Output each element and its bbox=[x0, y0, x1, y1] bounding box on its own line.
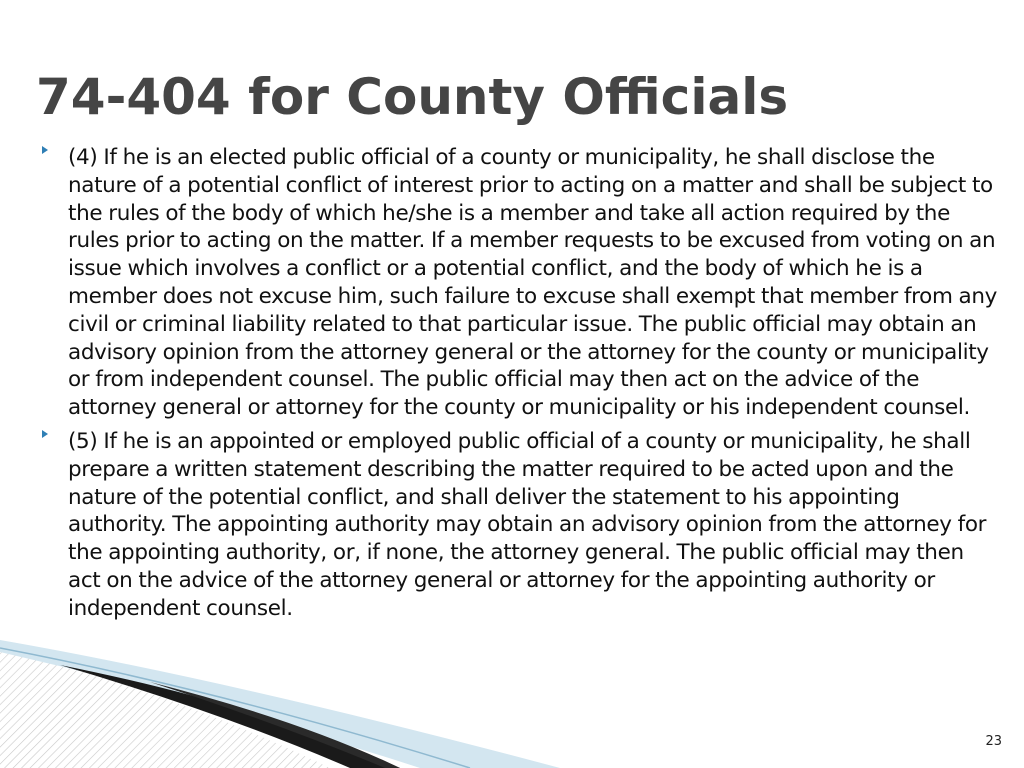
bullet-arrow-icon bbox=[42, 146, 48, 154]
bullet-arrow-icon bbox=[42, 430, 48, 438]
bullet-item bbox=[40, 428, 1000, 623]
slide-number: 23 bbox=[985, 734, 1002, 749]
bullet-list bbox=[40, 144, 1000, 629]
slide-title: 74-404 for County Officials bbox=[36, 68, 789, 126]
bullet-item bbox=[40, 144, 1000, 422]
bullet-text: (5) If he is an appointed or employed public official of a county or municipality, he shall prepare a written statement describing the matter required to be acted upon and the nature of the potential conflict, and shall deliver the statement to his appointing authority. The appointing authority may obtain an advisory opinion from the attorney for the appointing authority, or, if none, the attorney general. The public official may then act on the advice of the attorney general or attorney for the appointing authority or independent counsel. bbox=[68, 428, 987, 621]
bullet-text: (4) If he is an elected public official of a county or municipality, he shall disclose the nature of a potential conflict of interest prior to acting on a matter and shall be subject to the rules of the body of which he/she is a member and take all action required by the rules prior to acting on the matter. If a member requests to be excused from voting on an issue which involves a conflict or a potential conflict, and the body of which he is a member does not excuse him, such failure to excuse shall exempt that member from any civil or criminal liability related to that particular issue. The public official may obtain an advisory opinion from the attorney general or the attorney for the county or municipality or from independent counsel. The public official may then act on the advice of the attorney general or attorney for the county or municipality or his independent counsel. bbox=[68, 145, 998, 421]
